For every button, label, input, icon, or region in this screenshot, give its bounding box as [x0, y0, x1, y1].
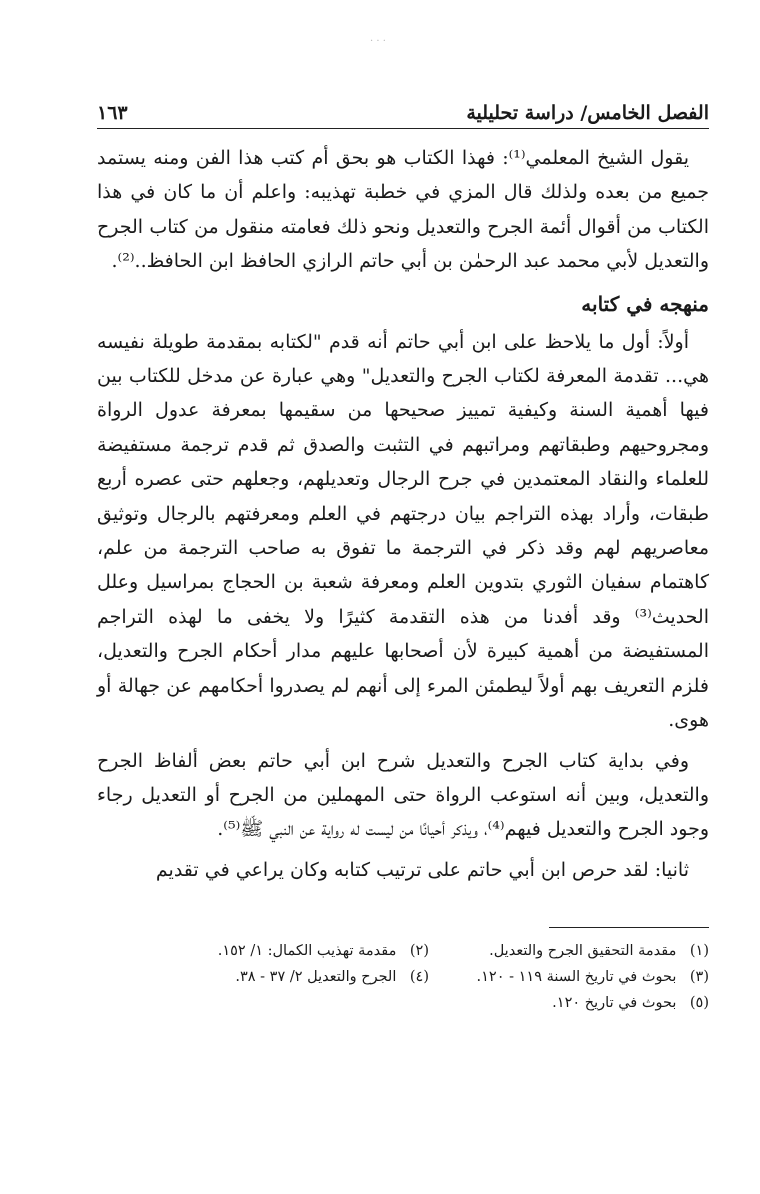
footnote-5 — [429, 990, 709, 1016]
footnote-row — [97, 964, 709, 990]
page-number: ١٦٣ — [97, 102, 128, 124]
footnote-text: بحوث في تاريخ السنة ١١٩ - ١٢٠. — [476, 969, 677, 986]
footnote-4 — [149, 964, 429, 990]
footnote-divider — [549, 927, 709, 928]
footnote-text: الجرح والتعديل ٢/ ٣٧ - ٣٨. — [235, 969, 397, 986]
paragraph: أولاً: أول ما يلاحظ على ابن أبي حاتم أنه قدم "لكتابه بمقدمة طويلة نفيسه هي... تقدمة المعرفة لكتاب الجرح والتعديل" وهي عبارة عن مدخل للكتاب بين فيها أهمية السنة وكيفية تمييز صحيحها من سقيمها بمعرفة عدول الرواة ومجروحيهم وطبقاتهم ومراتبهم في التثبت والصدق ثم قدم ترجمة مستفيضة للعلماء والنقاد المعتمدين في جرح الرجال وتعديلهم، وجعلهم حتى عصره أربع طبقات، وأراد بهذه التراجم بيان درجتهم في العلم ومعرفتهم بالرجال وتوثيق معاصريهم لهم وقد ذكر في الترجمة ما تفوق به صاحب الترجمة من علم، كاهتمام سفيان الثوري بتدوين العلم ومعرفة شعبة بن الحجاج بمراسيل وعلل الحديث⁽³⁾ وقد أفدنا من هذه التقدمة كثيرًا ولا يخفى ما لهذه التراجم المستفيضة من أهمية كبيرة لأن أصحابها عليهم مدار أحكام الجرح والتعديل، فلزم التعريف بهم أولاً ليطمئن المرء إلى أنهم لم يصدروا أحكامهم عن جهالة أو هوى. — [97, 330, 709, 732]
paragraph: ثانيا: لقد حرص ابن أبي حاتم على ترتيب كتابه وكان يراعي في تقديم — [155, 858, 689, 881]
page-header — [97, 88, 709, 129]
footnote-text: مقدمة تهذيب الكمال: ١/ ١٥٢. — [217, 943, 397, 960]
footnote-number: (٥) — [689, 995, 709, 1012]
footnote-number: (٤) — [409, 969, 429, 986]
footnote-number: (٣) — [689, 969, 709, 986]
footnote-number: (١) — [689, 943, 709, 960]
paragraph: وفي بداية كتاب الجرح والتعديل شرح ابن أبي حاتم بعض ألفاظ الجرح والتعديل، وبين أنه استوعب الرواة حتى المهملين من الجرح أو التعديل رجاء وجود الجرح والتعديل فيهم⁽⁴⁾، ويذكر أحيانًا من ليست له رواية عن النبي ﷺ⁽⁵⁾. — [97, 749, 709, 841]
footnotes — [97, 938, 709, 1016]
footnote-text: بحوث في تاريخ ١٢٠. — [552, 995, 677, 1012]
footnote-3 — [429, 964, 709, 990]
footnote-row — [97, 990, 709, 1016]
footnote-number: (٢) — [409, 943, 429, 960]
paragraph: يقول الشيخ المعلمي⁽¹⁾: فهذا الكتاب هو بحق أم كتب هذا الفن ومنه يستمد جميع من بعده ولذلك قال المزي في خطبة تهذيبه: واعلم أن ما كان في هذا الكتاب من أقوال أئمة الجرح والتعديل ونحو ذلك فعامته منقول من كتاب الجرح والتعديل لأبي محمد عبد الرحمٰن بن أبي حاتم الرازي الحافظ ابن الحافظ..⁽²⁾. — [97, 147, 709, 273]
main-text — [97, 141, 709, 887]
running-title: الفصل الخامس/ دراسة تحليلية — [466, 102, 709, 124]
scan-speck: · · · — [370, 36, 386, 47]
footnote-text: مقدمة التحقيق الجرح والتعديل. — [489, 943, 677, 960]
footnote-2 — [149, 938, 429, 964]
book-page — [97, 88, 709, 1016]
section-heading: منهجه في كتابه — [581, 291, 709, 316]
footnote-1 — [429, 938, 709, 964]
footnote-row — [97, 938, 709, 964]
